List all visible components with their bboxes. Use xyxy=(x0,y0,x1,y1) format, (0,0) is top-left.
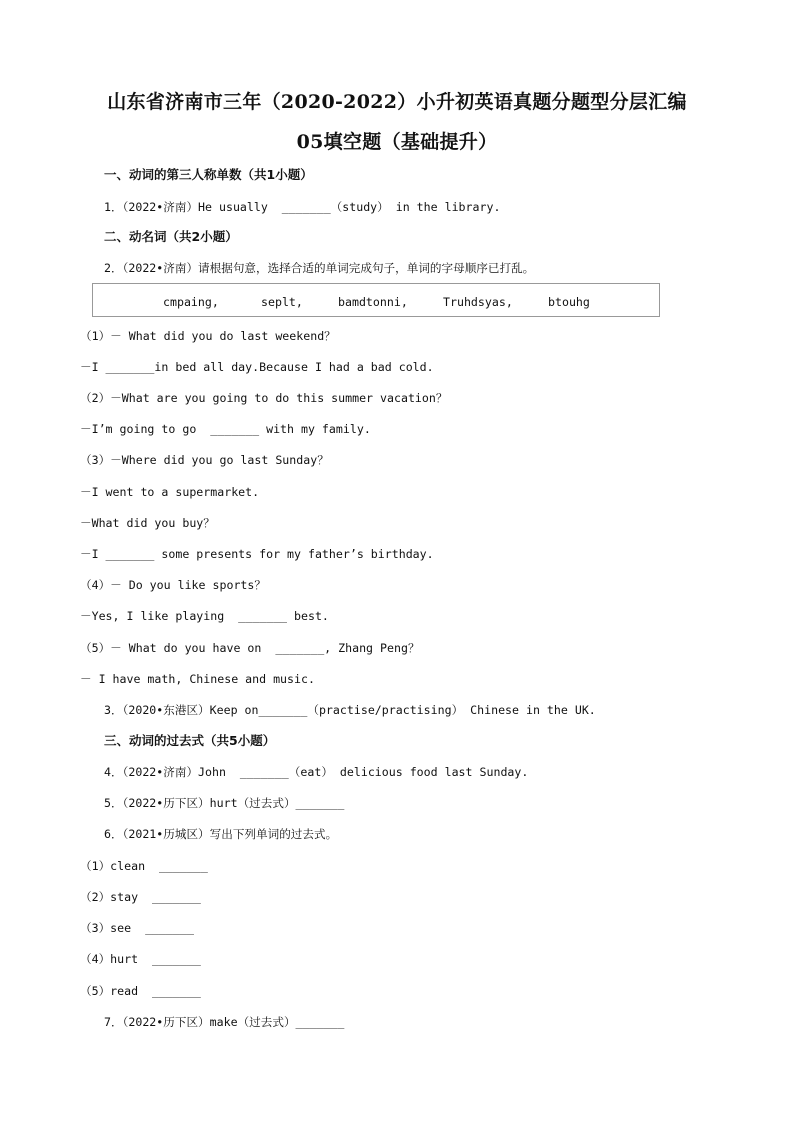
sub-question-5-prompt: （5）－ What do you have on _______, Zhang Peng？ xyxy=(80,641,420,655)
scrambled-word: btouhg xyxy=(548,295,590,309)
sub-question-3-line-4: －I _______ some presents for my father’s birthday. xyxy=(80,547,434,561)
past-tense-item-1: （1）clean _______ xyxy=(80,859,208,873)
question-3: 3．（2020•东港区）Keep on_______（practise/practising） Chinese in the UK. xyxy=(104,703,596,717)
word-box xyxy=(92,283,660,317)
sub-question-4-prompt: （4）－ Do you like sports？ xyxy=(80,578,266,592)
document-subtitle: 05填空题（基础提升） xyxy=(296,131,498,153)
scrambled-word: seplt, xyxy=(261,295,303,309)
sub-question-4-answer: －Yes, I like playing _______ best. xyxy=(80,609,329,623)
sub-question-1-prompt: （1）－ What did you do last weekend？ xyxy=(80,329,336,343)
sub-question-2-prompt: （2）－What are you going to do this summer vacation？ xyxy=(80,391,448,405)
document-title: 山东省济南市三年（2020-2022）小升初英语真题分题型分层汇编 xyxy=(107,91,687,113)
sub-question-3-line-3: －What did you buy？ xyxy=(80,516,215,530)
section-heading-third-person: 一、动词的第三人称单数（共1小题） xyxy=(104,167,313,182)
question-5: 5．（2022•历下区）hurt（过去式）_______ xyxy=(104,796,345,810)
question-4: 4．（2022•济南）John _______（eat） delicious food last Sunday. xyxy=(104,765,529,779)
past-tense-item-4: （4）hurt _______ xyxy=(80,952,201,966)
section-heading-past-tense: 三、动词的过去式（共5小题） xyxy=(104,733,276,748)
past-tense-item-3: （3）see _______ xyxy=(80,921,194,935)
past-tense-item-5: （5）read _______ xyxy=(80,984,201,998)
question-2: 2．（2022•济南）请根据句意，选择合适的单词完成句子，单词的字母顺序已打乱。 xyxy=(104,261,535,275)
question-7: 7．（2022•历下区）make（过去式）_______ xyxy=(104,1015,345,1029)
question-1: 1．（2022•济南）He usually _______（study） in the library. xyxy=(104,200,501,214)
sub-question-2-answer: －I’m going to go _______ with my family. xyxy=(80,422,371,436)
section-heading-gerund: 二、动名词（共2小题） xyxy=(104,229,238,244)
scrambled-word: Truhdsyas, xyxy=(443,295,513,309)
sub-question-5-answer: － I have math, Chinese and music. xyxy=(80,672,315,686)
scrambled-word: bamdtonni, xyxy=(338,295,408,309)
sub-question-3-prompt: （3）－Where did you go last Sunday？ xyxy=(80,453,329,467)
sub-question-3-line-2: －I went to a supermarket. xyxy=(80,485,260,499)
sub-question-1-answer: －I _______in bed all day.Because I had a bad cold. xyxy=(80,360,434,374)
scrambled-word: cmpaing, xyxy=(163,295,219,309)
question-6: 6．（2021•历城区）写出下列单词的过去式。 xyxy=(104,827,338,841)
past-tense-item-2: （2）stay _______ xyxy=(80,890,201,904)
